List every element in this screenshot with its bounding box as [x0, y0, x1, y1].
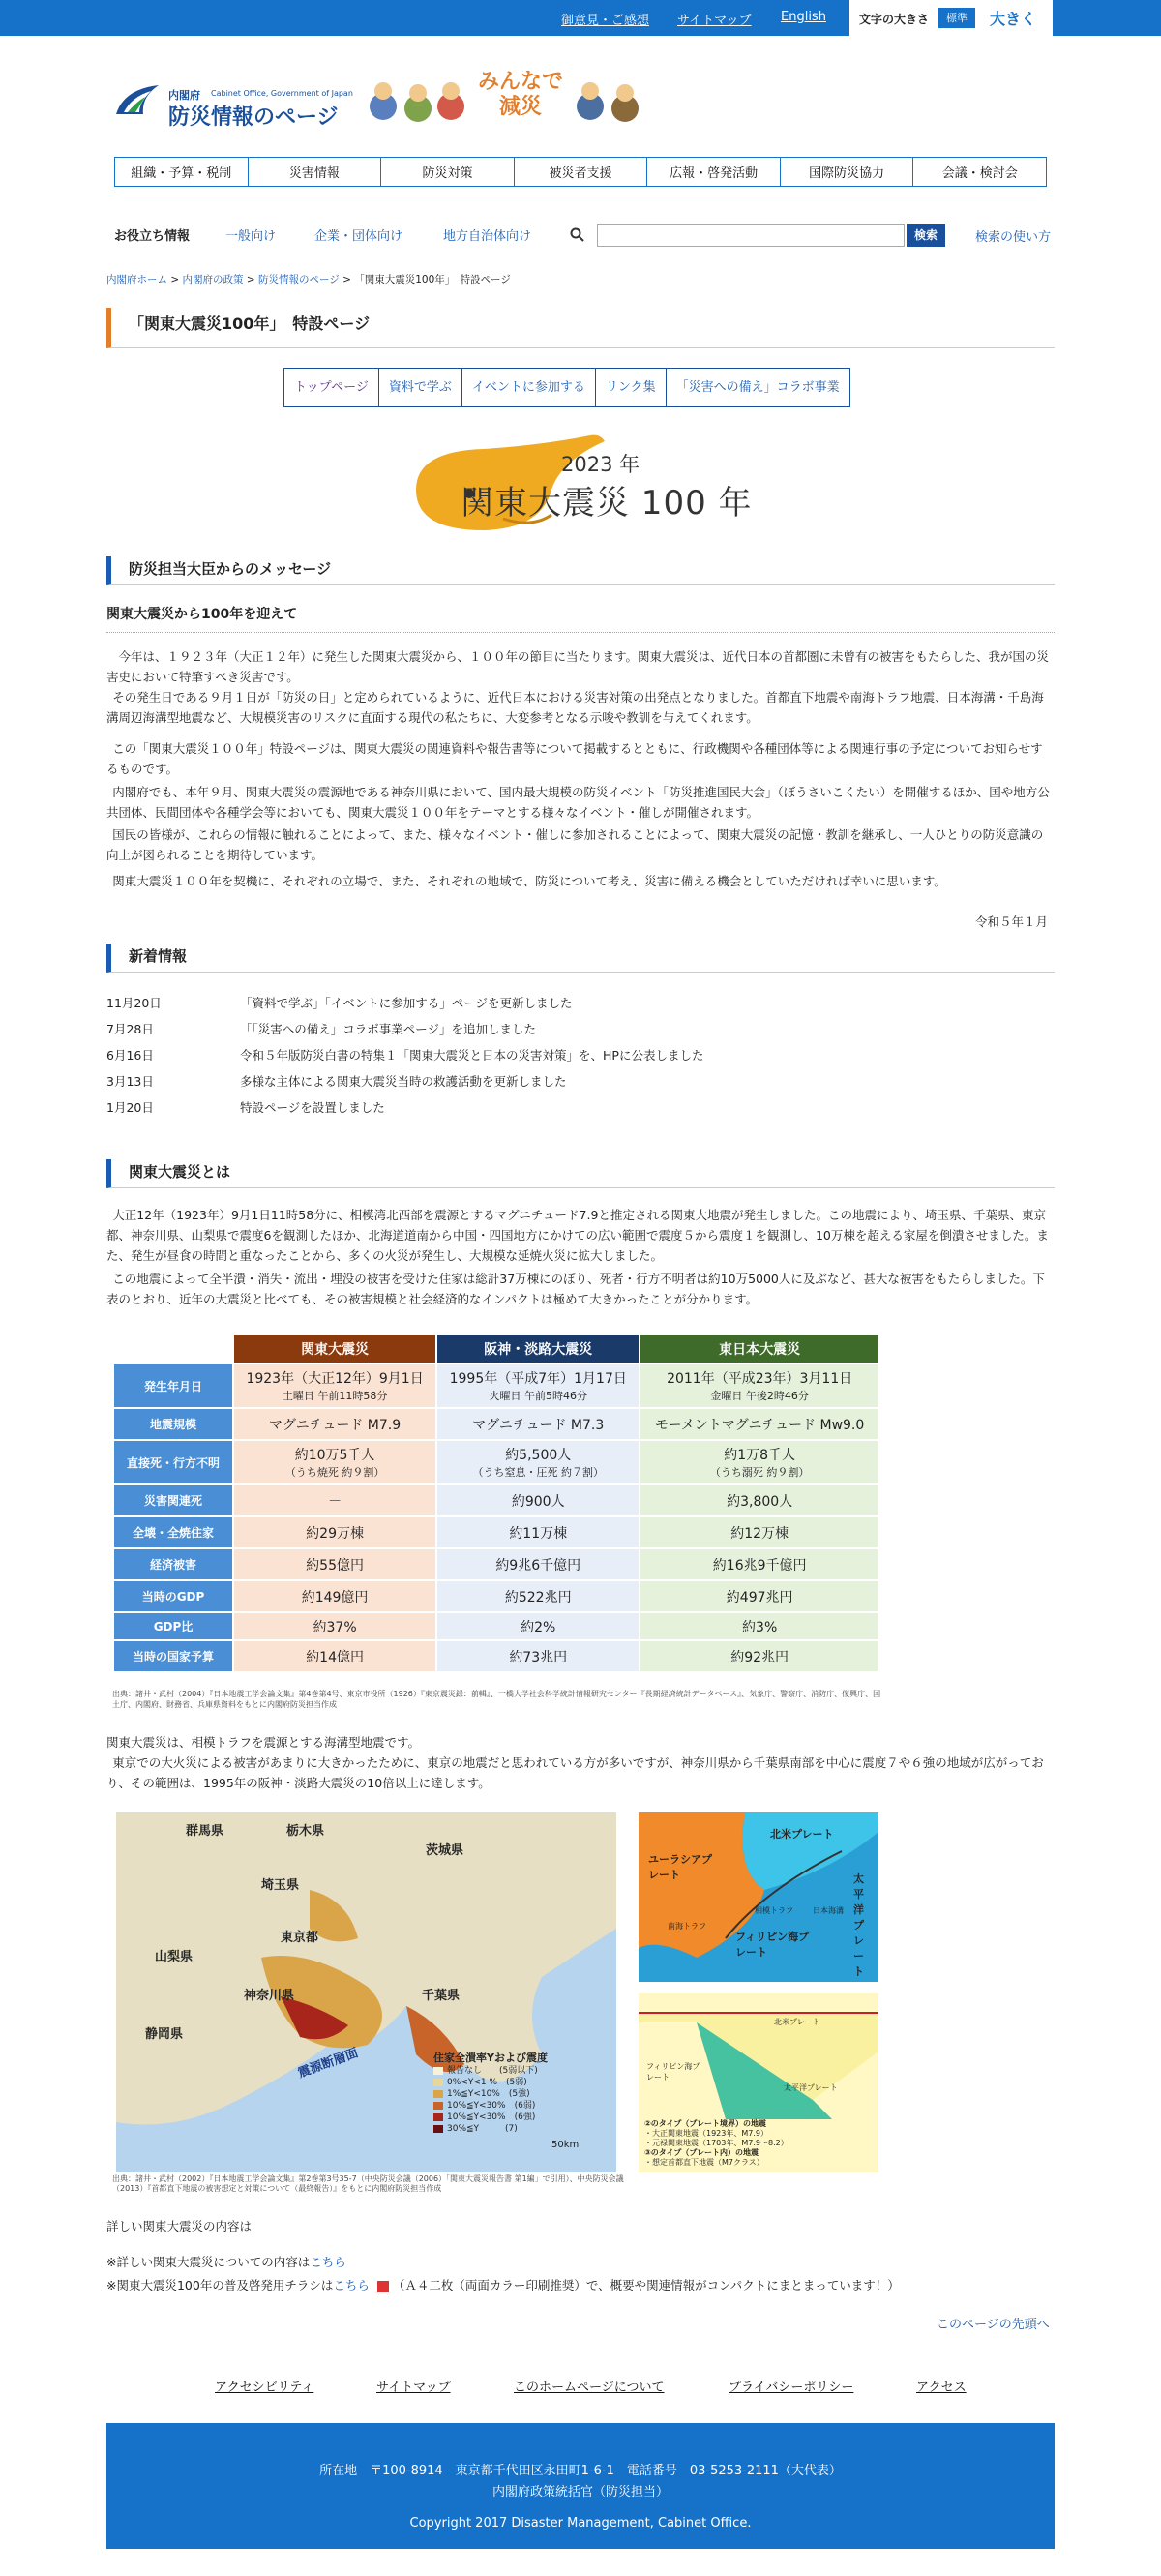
- page-title: 「関東大震災100年」 特設ページ: [106, 308, 1055, 348]
- table-cell: 約11万棟: [437, 1517, 639, 1547]
- table-cell-sub: 火曜日 午前5時46分: [489, 1390, 587, 1402]
- table-cell-sub: （うち焼死 約９割）: [284, 1466, 385, 1479]
- breadcrumb-policy[interactable]: 内閣府の政策: [182, 274, 244, 285]
- message-paragraph: 今年は、１９２３年（大正１２年）に発生した関東大震災から、１００年の節目に当たります。関東大震災は、近代日本の首都圏に未曾有の被害をもたらした、我が国の災害史において特筆すべき災害です。: [106, 649, 1050, 684]
- section-legend-item: ・元禄関東地震（1703年、M7.9〜8.2）: [644, 2139, 789, 2147]
- map-label-saitama: 埼玉県: [261, 1878, 300, 1893]
- table-cell: 約10万5千人: [294, 1448, 375, 1463]
- trough-label-nankai: 南海トラフ: [668, 1922, 706, 1931]
- table-header-kanto: 関東大震災: [234, 1335, 435, 1363]
- table-cell: 2011年（平成23年）3月11日: [667, 1371, 853, 1387]
- sitemap-link[interactable]: サイトマップ: [677, 14, 752, 28]
- table-cell: 約9兆6千億円: [437, 1549, 639, 1579]
- table-cell: マグニチュード M7.3: [437, 1409, 639, 1439]
- hero-year: 2023 年: [561, 453, 640, 476]
- flyer-note: （Ａ４二枚（両面カラー印刷推奨）で、概要や関連情報がコンパクトにまとまっています！）: [392, 2278, 900, 2292]
- table-source-note: 出典：諸井・武村（2004）『日本地震工学会論文集』第4巻第4号、東京市役所（1926）『東京震災録：前輯』、一橋大学社会科学統計情報研究センター『長期経済統計データベース』、気象庁、警察庁、消防庁、復興庁、国土庁、内閣府、財務省、兵庫県資料をもとに内閣府防災担当作成: [112, 1690, 881, 1709]
- details-link[interactable]: こちら: [310, 2255, 346, 2269]
- section-news: 新着情報: [106, 944, 1055, 973]
- breadcrumb-bousai[interactable]: 防災情報のページ: [257, 274, 340, 285]
- map-label-ibaraki: 茨城県: [426, 1843, 464, 1858]
- map-source-note: 出典：諸井・武村（2002）『日本地震工学会論文集』第2巻第3号35-7（中央防災会議（2006）「関東大震災報告書 第1編」で引用）、中央防災会議（2013）『首都直下地震の被害想定と対策について（最終報告）』をもとに内閣府防災担当作成: [112, 2174, 624, 2193]
- plate-label-eurasia: ユーラシアプレート: [648, 1853, 712, 1881]
- section-label-philippine: フィリピン海プレート: [646, 2062, 700, 2082]
- flyer-line: [106, 2276, 900, 2293]
- footer-link-privacy[interactable]: プライバシーポリシー: [729, 2381, 854, 2395]
- table-row-label: 当時の国家予算: [114, 1641, 232, 1671]
- breadcrumb-current: 「関東大震災100年」 特設ページ: [354, 274, 511, 285]
- useful-info-label: お役立ち情報: [114, 229, 191, 244]
- table-cell: 約5,500人: [505, 1448, 572, 1463]
- table-row-label: 当時のGDP: [114, 1581, 232, 1611]
- tab-materials[interactable]: 資料で学ぶ: [379, 369, 462, 406]
- site-title: 防災情報のページ: [168, 105, 339, 130]
- news-date: 7月28日: [106, 1022, 154, 1036]
- message-paragraph: 国民の皆様が、これらの情報に触れることによって、また、様々なイベント・催しに参加されることによって、関東大震災の記憶・教訓を継承し、一人ひとりの防災意識の向上が図られることを期待しています。: [106, 827, 1044, 862]
- table-cell: 約12万棟: [640, 1517, 878, 1547]
- table-cell: 約14億円: [234, 1641, 435, 1671]
- legend-item: 30%≦Y (7): [447, 2124, 518, 2134]
- section-legend-item: ②のタイプ（プレート境界）の地震: [644, 2119, 767, 2128]
- cross-section-diagram: [639, 1993, 878, 2172]
- table-cell: 約29万棟: [234, 1517, 435, 1547]
- section-minister-message: 防災担当大臣からのメッセージ: [106, 556, 1055, 585]
- footer-org: 内閣府政策統括官（防災担当）: [491, 2485, 669, 2500]
- message-paragraph: この「関東大震災１００年」特設ページは、関東大震災の関連資料や報告書等について掲載するとともに、行政機関や各種団体等による関連行事の予定についてお知らせするものです。: [106, 741, 1043, 776]
- cross-section-icon: [639, 1993, 878, 2119]
- table-cell: 約2%: [437, 1613, 639, 1639]
- table-cell: 約92兆円: [640, 1641, 878, 1671]
- table-row-label: 直接死・行方不明: [114, 1441, 232, 1483]
- useful-link-business[interactable]: 企業・団体向け: [314, 229, 403, 244]
- details-intro: 詳しい関東大震災の内容は: [106, 2219, 253, 2233]
- table-row-label: 発生年月日: [114, 1364, 232, 1407]
- gnav-item-victim-support[interactable]: 被災者支援: [515, 158, 648, 186]
- font-standard-button[interactable]: 標準: [938, 8, 975, 28]
- gnav-item-international[interactable]: 国際防災協力: [781, 158, 914, 186]
- search-help-link[interactable]: 検索の使い方: [975, 230, 1052, 245]
- legend-item: 0%<Y<1 % (5弱): [447, 2078, 527, 2087]
- legend-title: 住家全潰率Yおよび震度: [433, 2052, 548, 2064]
- banner-text: みんなで減災: [477, 70, 563, 119]
- map-label-tochigi: 栃木県: [286, 1824, 325, 1839]
- table-cell: －: [234, 1485, 435, 1515]
- hero-title: 関東大震災 100 年: [461, 484, 753, 523]
- table-row-label: 地震規模: [114, 1409, 232, 1439]
- table-cell: 1923年（大正12年）9月1日: [246, 1371, 424, 1387]
- section-label-north-america: 北米プレート: [774, 2018, 820, 2026]
- footer-link-about[interactable]: このホームページについて: [514, 2381, 665, 2395]
- breadcrumb-home[interactable]: 内閣府ホーム: [106, 274, 167, 285]
- table-cell: マグニチュード M7.9: [234, 1409, 435, 1439]
- search-button[interactable]: 検索: [907, 224, 945, 247]
- table-cell: 約16兆9千億円: [640, 1549, 878, 1579]
- trench-label-japan: 日本海溝: [813, 1906, 844, 1915]
- table-cell: 約37%: [234, 1613, 435, 1639]
- page-top-link[interactable]: このページの先頭へ: [937, 2318, 1050, 2332]
- news-date: 6月16日: [106, 1048, 154, 1063]
- map-label-yamanashi: 山梨県: [155, 1950, 194, 1964]
- plate-label-philippine: フィリピン海プレート: [735, 1931, 810, 1959]
- section-label-pacific: 太平洋プレート: [784, 2083, 838, 2092]
- section-legend-item: ③のタイプ（プレート内）の地震: [644, 2148, 759, 2157]
- pdf-icon: [377, 2281, 389, 2292]
- trough-label-sagami: 相模トラフ: [755, 1906, 793, 1915]
- cabinet-office-emblem-icon: [114, 83, 161, 118]
- map-legend: [433, 2050, 608, 2146]
- hero-logo: [397, 422, 764, 542]
- map-intro: 関東大震災は、相模トラフを震源とする海溝型地震です。: [106, 1735, 421, 1750]
- tab-top[interactable]: トップページ: [284, 369, 379, 406]
- breadcrumb: 内閣府ホーム > 内閣府の政策 > 防災情報のページ > 「関東大震災100年」 特設ページ: [106, 274, 511, 285]
- table-cell: 約55億円: [234, 1549, 435, 1579]
- map-label-chiba: 千葉県: [422, 1989, 461, 2003]
- plate-diagram: [639, 1812, 878, 1982]
- table-header-hanshin: 阪神・淡路大震災: [437, 1335, 639, 1363]
- map-label-tokyo: 東京都: [281, 1931, 319, 1945]
- table-cell-sub: （うち溺死 約９割）: [709, 1466, 810, 1479]
- site-footer: [106, 2423, 1055, 2549]
- plate-label-pacific: 太平洋プレート: [853, 1872, 864, 1978]
- table-cell-sub: （うち窒息・圧死 約７割）: [472, 1466, 604, 1479]
- map-scale: 50km: [551, 2140, 580, 2150]
- flyer-text: ※関東大震災100年の普及啓発用チラシは: [106, 2278, 334, 2292]
- global-nav: [114, 157, 1047, 187]
- map-label-gunma: 群馬県: [186, 1824, 224, 1839]
- font-large-button[interactable]: 大きく: [990, 10, 1037, 28]
- message-heading: 関東大震災から100年を迎えて: [106, 604, 1055, 633]
- footer-link-access[interactable]: アクセス: [916, 2381, 967, 2395]
- search-icon: [570, 227, 585, 243]
- footer-copyright: Copyright 2017 Disaster Management, Cabinet Office.: [409, 2516, 752, 2531]
- section-legend-item: ・大正関東地震（1923年、M7.9）: [644, 2129, 768, 2138]
- gnav-item-disaster-info[interactable]: 災害情報: [249, 158, 382, 186]
- intensity-map: [116, 1812, 616, 2172]
- search-input[interactable]: [597, 224, 905, 247]
- table-cell: 約497兆円: [640, 1581, 878, 1611]
- map-label-shizuoka: 静岡県: [145, 2027, 184, 2042]
- news-item: 多様な主体による関東大震災当時の救護活動を更新しました: [240, 1074, 567, 1089]
- special-page-tabs: [283, 368, 850, 407]
- section-legend: [644, 2119, 789, 2168]
- gnav-item-public-relations[interactable]: 広報・啓発活動: [647, 158, 781, 186]
- news-date: 1月20日: [106, 1100, 154, 1115]
- details-line: [106, 2253, 346, 2270]
- table-row-label: 災害関連死: [114, 1485, 232, 1515]
- opinion-link[interactable]: 御意見・ご感想: [561, 14, 650, 28]
- footer-link-sitemap[interactable]: サイトマップ: [376, 2381, 451, 2395]
- table-row-label: GDP比: [114, 1613, 232, 1639]
- font-size-label: 文字の大きさ: [859, 13, 930, 26]
- tab-events[interactable]: イベントに参加する: [462, 369, 596, 406]
- news-item[interactable]: 「資料で学ぶ」「イベントに参加する」ページを更新しました: [240, 996, 573, 1010]
- news-item[interactable]: 「「災害への備え」コラボ事業ページ」を追加しました: [240, 1022, 537, 1036]
- damage-comparison-table: [112, 1333, 880, 1673]
- message-paragraph: 内閣府でも、本年９月、関東大震災の震源地である神奈川県において、国内最大規模の防災イベント「防災推進国民大会」（ぼうさいこくたい）を開催するほか、国や地方公共団体、民間団体や各種学会等においても、関東大震災１００年をテーマとする様々なイベント・催しが開催されます。: [106, 785, 1050, 820]
- site-logo[interactable]: [114, 66, 656, 143]
- table-cell: 1995年（平成7年）1月17日: [449, 1371, 627, 1387]
- table-cell: モーメントマグニチュード Mw9.0: [640, 1409, 878, 1439]
- news-date: 3月13日: [106, 1074, 154, 1089]
- english-link[interactable]: English: [781, 10, 826, 24]
- font-size-control: [849, 0, 1053, 36]
- flyer-link[interactable]: こちら: [333, 2278, 370, 2292]
- section-about: 関東大震災とは: [106, 1159, 1055, 1188]
- legend-item: 報告なし (5弱以下): [447, 2066, 538, 2076]
- fault-plane-label: 震源断層面: [296, 2046, 361, 2082]
- useful-link-local-gov[interactable]: 地方自治体向け: [443, 229, 532, 244]
- table-header-tohoku: 東日本大震災: [640, 1335, 878, 1363]
- legend-item: 1%≦Y<10% (5強): [447, 2089, 530, 2099]
- table-cell: 約3%: [640, 1613, 878, 1639]
- news-item: 特設ページを設置しました: [240, 1100, 385, 1115]
- table-cell-sub: 土曜日 午前11時58分: [282, 1390, 388, 1402]
- about-paragraph: この地震によって全半潰・消失・流出・埋没の被害を受けた住家は総計37万棟にのぼり、死者・行方不明者は約10万5000人に及ぶなど、甚大な被害をもたらしました。下表のとおり、近年の大震災と比べても、その被害規模と社会経済的なインパクトは極めて大きかったことが分かります。: [106, 1272, 1045, 1306]
- plate-label-north-america: 北米プレート: [770, 1828, 834, 1841]
- gnav-item-meetings[interactable]: 会議・検討会: [941, 166, 1018, 181]
- gnav-item-countermeasures[interactable]: 防災対策: [381, 158, 515, 186]
- news-item[interactable]: 令和５年版防災白書の特集１「関東大震災と日本の災害対策」を、HPに公表しました: [240, 1048, 704, 1063]
- section-legend-item: ・想定首都直下地震（M7クラス）: [644, 2158, 764, 2167]
- details-text: ※詳しい関東大震災についての内容は: [106, 2255, 311, 2269]
- top-utility-bar: [0, 0, 1161, 36]
- org-name: 内閣府: [168, 89, 200, 102]
- table-cell: 約3,800人: [640, 1485, 878, 1515]
- table-cell: 約149億円: [234, 1581, 435, 1611]
- table-cell: 約1万8千人: [724, 1448, 796, 1463]
- table-row-label: 経済被害: [114, 1549, 232, 1579]
- table-cell: 約73兆円: [437, 1641, 639, 1671]
- useful-link-general[interactable]: 一般向け: [225, 229, 277, 244]
- table-cell: 約522兆円: [437, 1581, 639, 1611]
- tab-links[interactable]: リンク集: [596, 369, 667, 406]
- org-name-en: Cabinet Office, Government of Japan: [211, 89, 353, 98]
- footer-link-accessibility[interactable]: アクセシビリティ: [215, 2381, 314, 2395]
- legend-item: 10%≦Y<30% (6強): [447, 2112, 536, 2122]
- message-paragraph: その発生日である９月１日が「防災の日」と定められているように、近代日本における災害対策の出発点となりました。首都直下地震や南海トラフ地震、日本海溝・千島海溝周辺海溝型地震など、大規模災害のリスクに直面する現代の私たちに、大変参考となる示唆や教訓を与えてくれます。: [106, 690, 1044, 725]
- gnav-item-organization[interactable]: 組織・予算・税制: [115, 158, 249, 186]
- news-date: 11月20日: [106, 996, 162, 1010]
- footer-address: 所在地 〒100-8914 東京都千代田区永田町1-6-1 電話番号 03-5253-2111（大代表）: [319, 2464, 842, 2478]
- about-paragraph: 大正12年（1923年）9月1日11時58分に、相模湾北西部を震源とするマグニチュード7.9と推定される関東大地震が発生しました。この地震により、埼玉県、千葉県、東京都、神奈川県、山梨県で震度6を観測したほか、北海道道南から中国・四国地方にかけての広い範囲で震度５から震度１を観測し、10万棟を超える家屋を倒潰させました。また、発生が昼食の時間と重なったことから、多くの火災が発生し、大規模な延焼火災に拡大しました。: [106, 1208, 1049, 1263]
- table-row-label: 全壊・全焼住家: [114, 1517, 232, 1547]
- message-date: 令和５年１月: [975, 914, 1049, 929]
- message-paragraph: 関東大震災１００年を契機に、それぞれの立場で、また、それぞれの地域で、防災について考え、災害に備える機会としていただければ幸いに思います。: [112, 874, 946, 888]
- map-label-kanagawa: 神奈川県: [244, 1989, 295, 2003]
- map-description: 東京での大火災による被害があまりに大きかったために、東京の地震だと思われている方が多いですが、神奈川県から千葉県南部を中心に震度７や６強の地域が広がっており、その範囲は、1995年の阪神・淡路大震災の10倍以上に達します。: [106, 1755, 1044, 1790]
- table-cell: 約900人: [437, 1485, 639, 1515]
- legend-item: 10%≦Y<30% (6弱): [447, 2101, 536, 2111]
- tab-collab[interactable]: 「災害への備え」コラボ事業: [675, 380, 840, 395]
- table-cell-sub: 金曜日 午後2時46分: [710, 1390, 809, 1402]
